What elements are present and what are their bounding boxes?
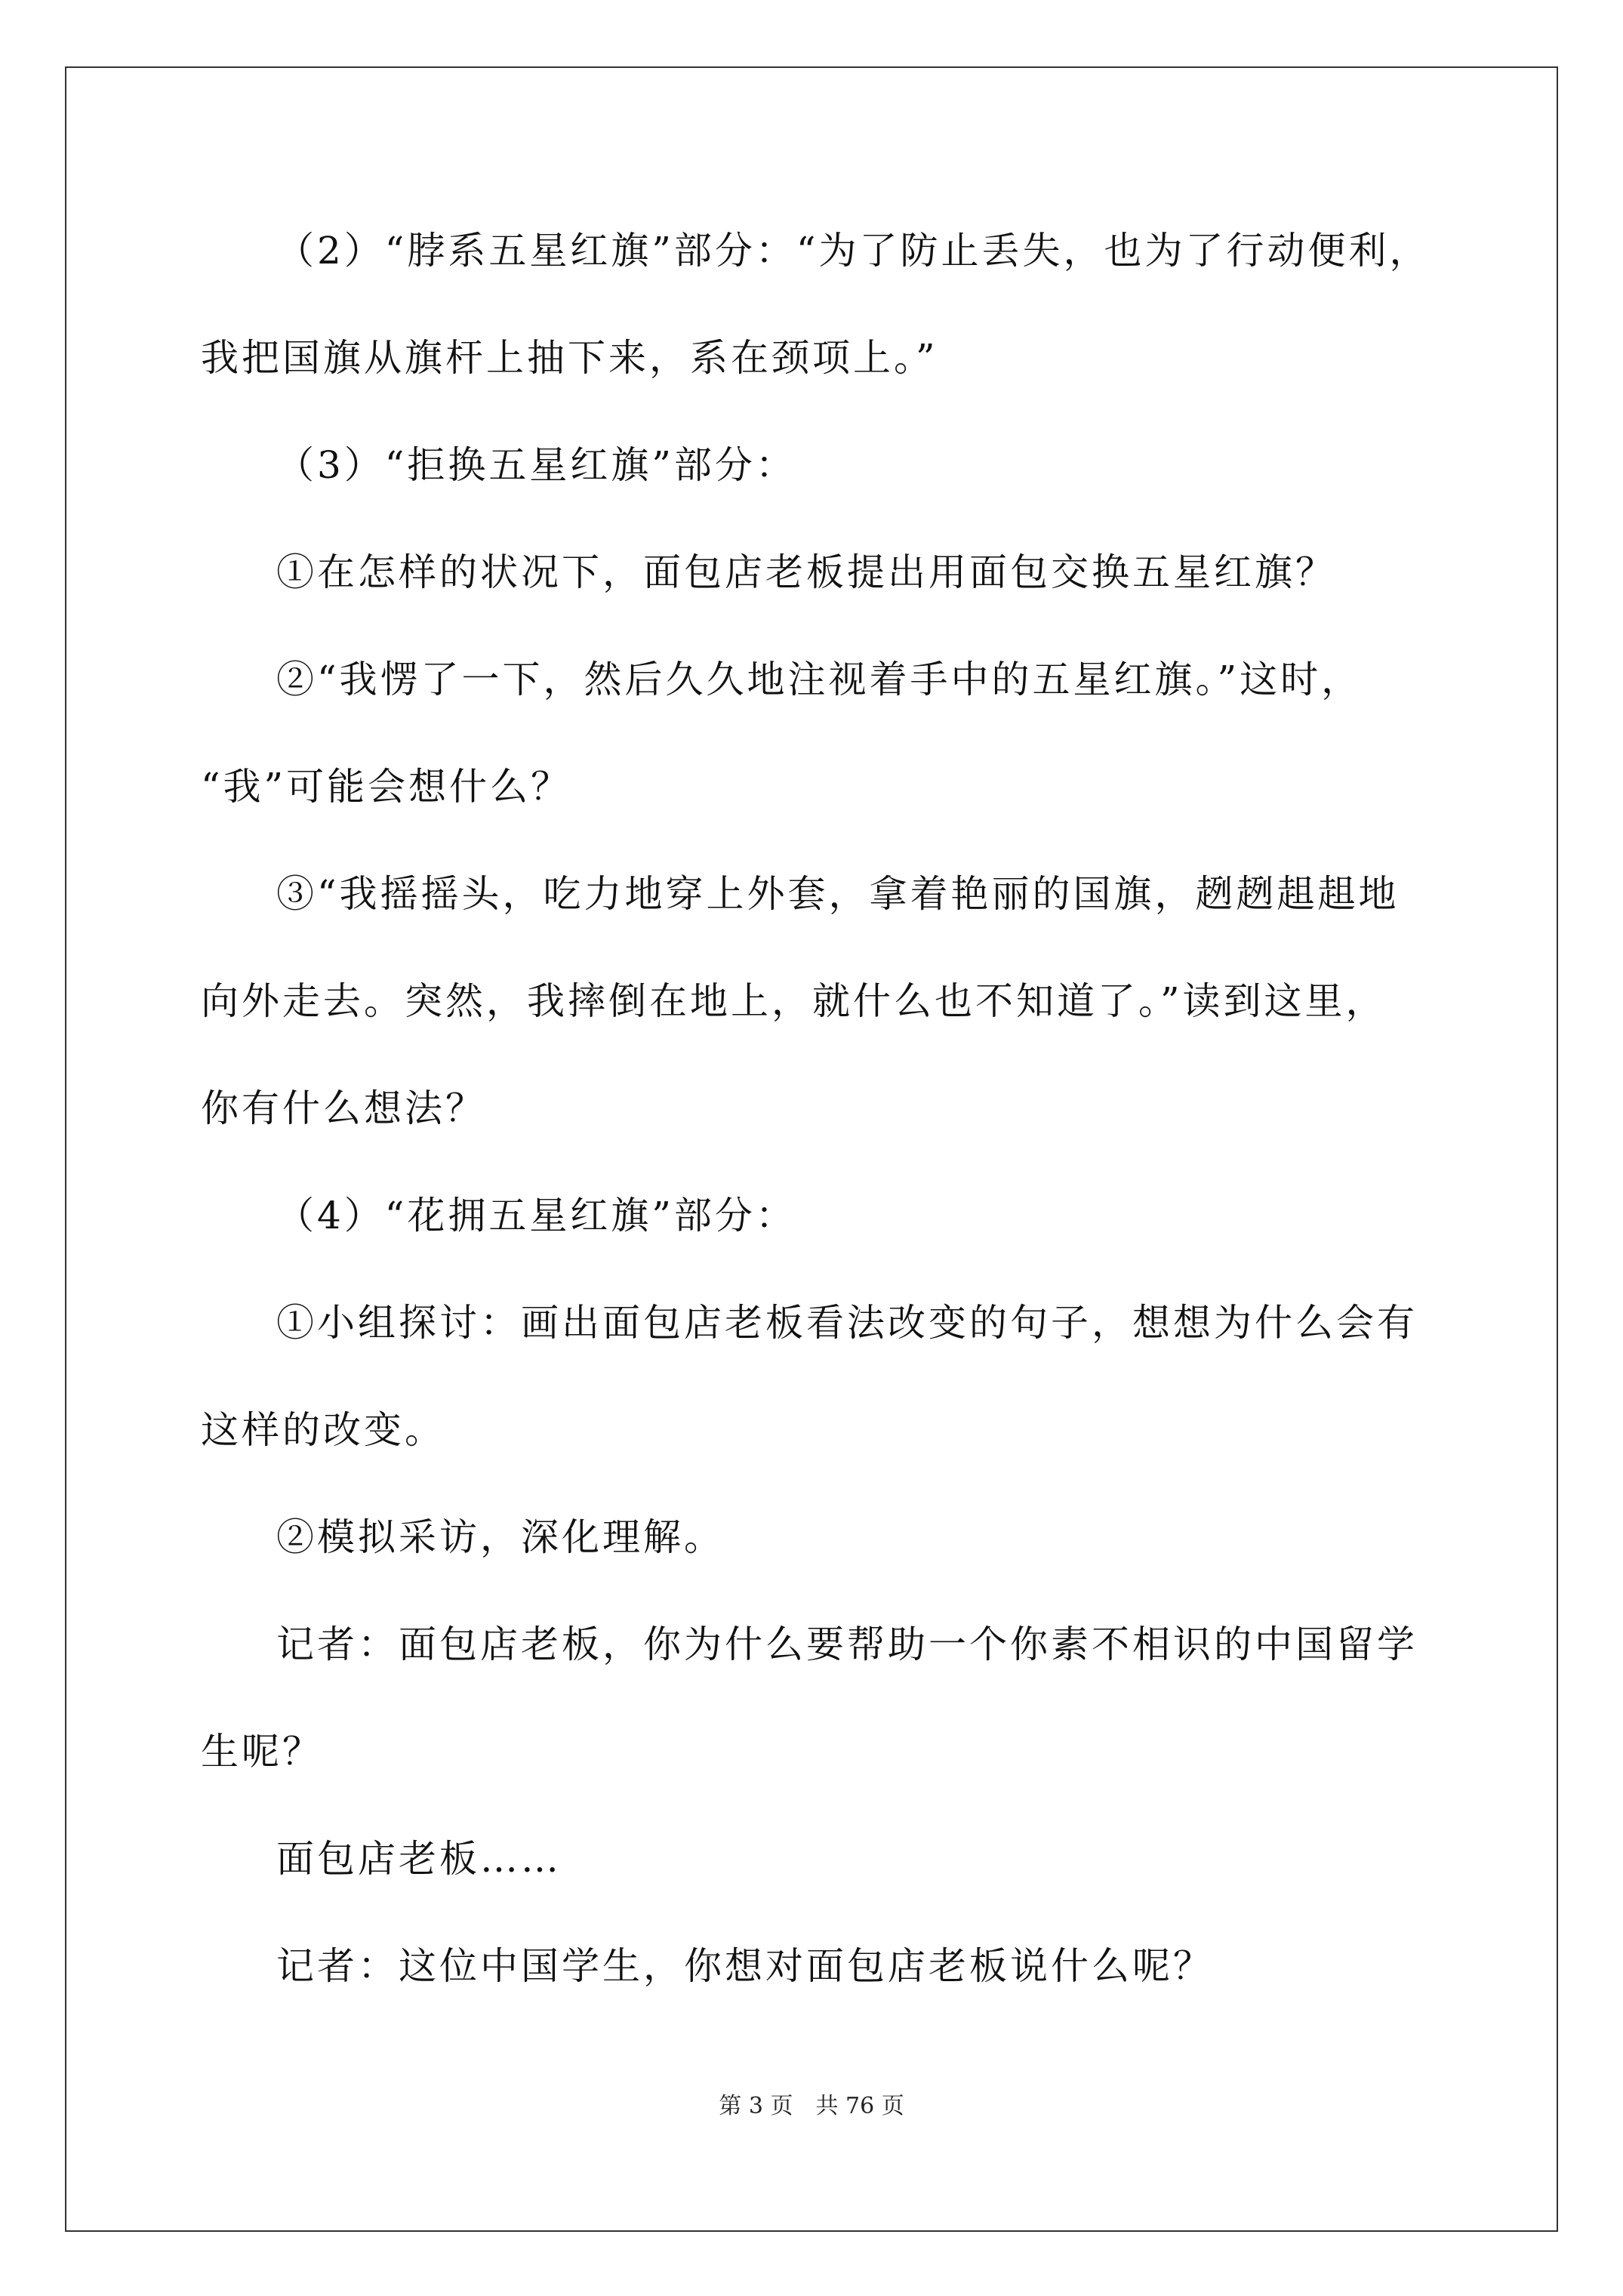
paragraph-line: 面包店老板…… <box>276 1837 562 1881</box>
paragraph-line: 记者：面包店老板，你为什么要帮助一个你素不相识的中国留学 <box>276 1623 1418 1666</box>
paragraph-line: 这样的改变。 <box>201 1408 445 1452</box>
paragraph-line: （2）“脖系五星红旗”部分：“为了防止丢失，也为了行动便利， <box>276 229 1431 273</box>
paragraph-line: 生呢？ <box>201 1730 323 1774</box>
paragraph-line: 向外走去。突然，我摔倒在地上，就什么也不知道了。”读到这里， <box>201 979 1387 1023</box>
paragraph-line: ②“我愣了一下，然后久久地注视着手中的五星红旗。”这时， <box>276 658 1363 701</box>
paragraph-line: （3）“拒换五星红旗”部分： <box>276 443 796 487</box>
page-number: 第 3 页 共 76 页 <box>719 2093 904 2119</box>
paragraph-line: 你有什么想法？ <box>201 1086 486 1130</box>
paragraph-line: ①在怎样的状况下，面包店老板提出用面包交换五星红旗？ <box>276 550 1336 594</box>
paragraph-line: （4）“花拥五星红旗”部分： <box>276 1194 796 1237</box>
page-border <box>65 66 1558 2232</box>
paragraph-line: ③“我摇摇头，吃力地穿上外套，拿着艳丽的国旗，趔趔趄趄地 <box>276 872 1400 916</box>
paragraph-line: 记者：这位中国学生，你想对面包店老板说什么呢？ <box>276 1944 1214 1988</box>
paragraph-line: ①小组探讨：画出面包店老板看法改变的句子，想想为什么会有 <box>276 1301 1418 1345</box>
paragraph-line: 我把国旗从旗杆上抽下来，系在颈项上。” <box>201 336 938 380</box>
paragraph-line: “我”可能会想什么？ <box>201 765 572 809</box>
paragraph-line: ②模拟采访，深化理解。 <box>276 1515 725 1559</box>
